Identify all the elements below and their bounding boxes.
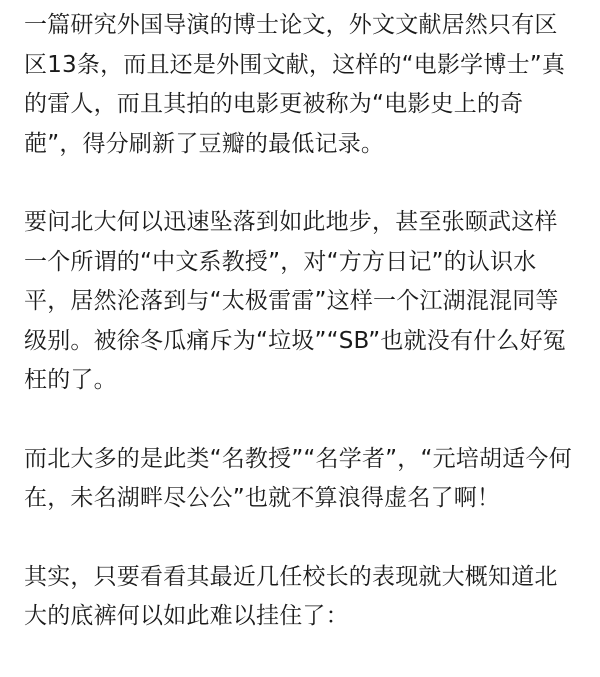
text-line: 一个所谓的“中文系教授”，对“方方日记”的认识水 xyxy=(24,248,537,275)
text-line: 的雷人，而且其拍的电影更被称为“电影史上的奇 xyxy=(24,91,524,117)
text-line: 枉的了。 xyxy=(24,367,117,393)
text-line: 区13条，而且还是外围文献，这样的“电影学博士”真 xyxy=(24,51,566,78)
text-line: 大的底裤何以如此难以挂住了： xyxy=(24,603,349,629)
text-line: 级别。被徐冬瓜痛斥为“垃圾”“SB”也就没有什么好冤 xyxy=(24,327,566,354)
paragraph-3 xyxy=(24,440,586,519)
text-line: 要问北大何以迅速坠落到如此地步，甚至张颐武这样 xyxy=(24,209,558,235)
paragraph-1 xyxy=(24,6,586,164)
text-line: 一篇研究外国导演的博士论文，外文文献居然只有区 xyxy=(24,12,558,38)
paragraph-4 xyxy=(24,558,586,637)
text-line: 平，居然沦落到与“太极雷雷”这样一个江湖混混同等 xyxy=(24,288,559,314)
text-line: 葩”，得分刷新了豆瓣的最低记录。 xyxy=(24,130,385,157)
text-line: 而北大多的是此类“名教授”“名学者”，“元培胡适今何 xyxy=(24,445,572,472)
paragraph-2 xyxy=(24,203,586,401)
text-line: 在，未名湖畔尽公公”也就不算浪得虚名了啊！ xyxy=(24,485,501,511)
text-line: 其实，只要看看其最近几任校长的表现就大概知道北 xyxy=(24,563,558,590)
